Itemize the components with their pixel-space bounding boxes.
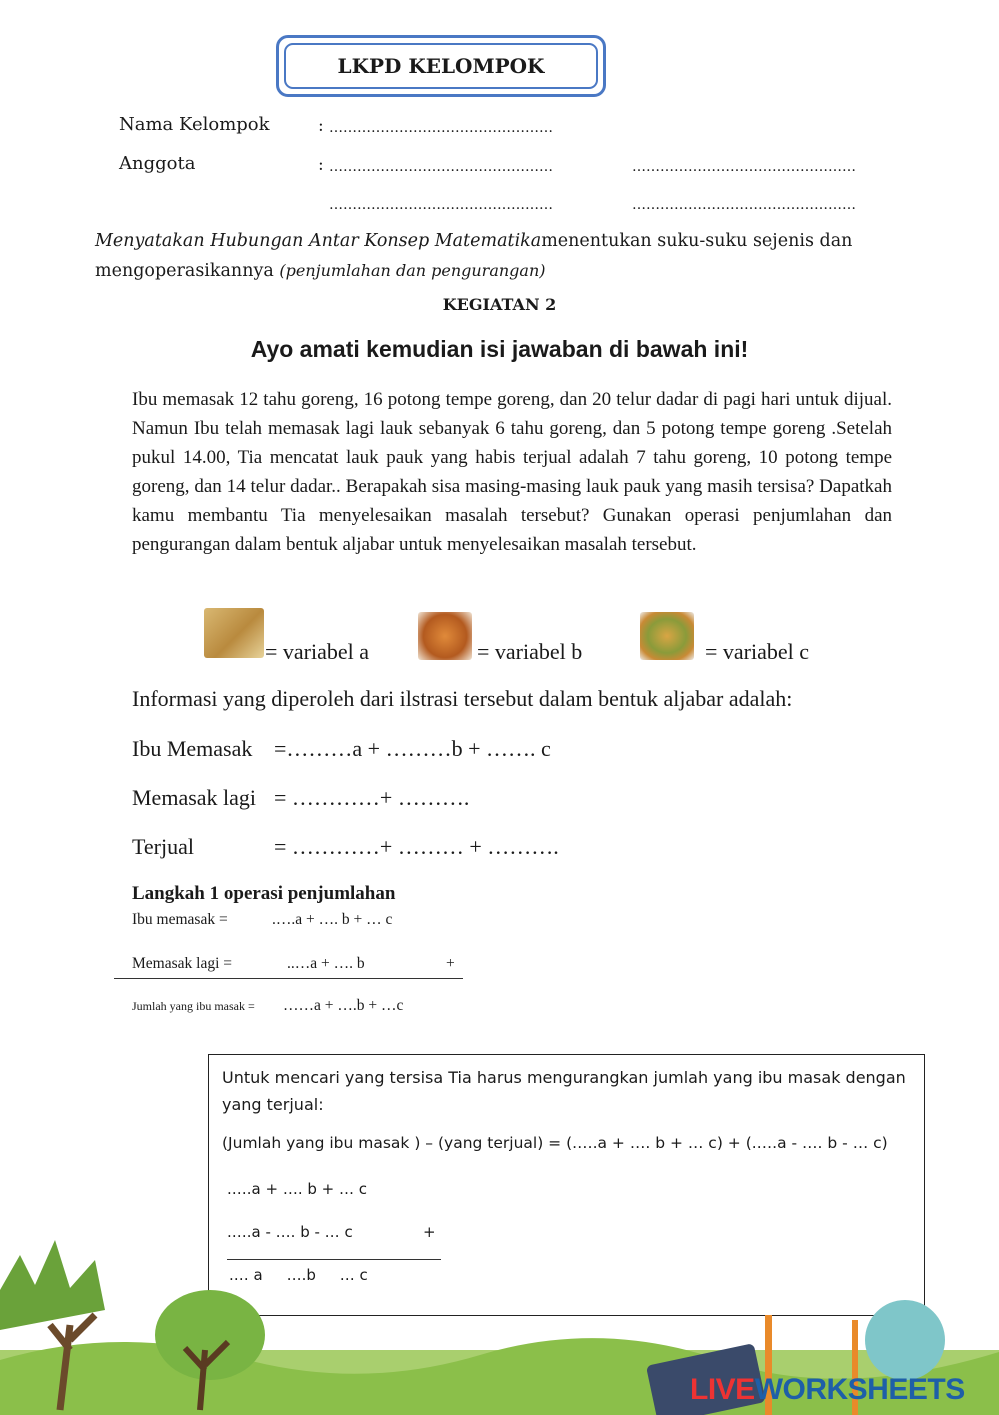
title-box xyxy=(276,35,606,97)
info-title: Informasi yang diperoleh dari ilstrasi tersebut dalam bentuk aljabar adalah: xyxy=(132,686,793,711)
step1-plus: + xyxy=(446,955,455,972)
globe-icon xyxy=(865,1300,945,1380)
step1-lagi-expr[interactable]: ..…a + …. b xyxy=(287,955,365,972)
info-lagi-label: Memasak lagi xyxy=(132,785,257,810)
member-field-1[interactable]: ………………………………………… xyxy=(329,159,553,175)
box-row-2[interactable]: .….a - …. b - … c xyxy=(227,1223,353,1241)
intro-normal: menentukan suku-suku sejenis dan mengoperasikannya xyxy=(95,231,853,281)
group-name-field[interactable]: ………………………………………… xyxy=(329,120,553,136)
telur-dadar-image xyxy=(640,612,694,660)
step1-title: Langkah 1 operasi penjumlahan xyxy=(132,883,396,904)
members-label: Anggota xyxy=(119,153,196,174)
variable-c-label: = variabel c xyxy=(705,639,810,664)
intro-text xyxy=(95,227,885,286)
info-lagi-expr[interactable]: = …………+ ………. xyxy=(274,785,470,810)
variable-b-label: = variabel b xyxy=(477,639,583,664)
step1-ibu-label: Ibu memasak = xyxy=(132,911,228,928)
members-colon: : xyxy=(318,155,324,175)
member-field-2[interactable]: ………………………………………… xyxy=(632,159,856,175)
group-name-colon: : xyxy=(318,116,324,136)
box-formula[interactable]: (Jumlah yang ibu masak ) – (yang terjual) = (.….a + …. b + … c) + (.….a - …. b - … c) xyxy=(222,1134,888,1152)
brand-suffix: WORKSHEETS xyxy=(754,1373,965,1406)
step1-lagi-label: Memasak lagi = xyxy=(132,955,232,972)
info-ibu-expr[interactable]: =………a + ………b + ……. c xyxy=(274,736,551,761)
page-title: LKPD KELOMPOK xyxy=(284,43,598,89)
step1-sum-line xyxy=(114,978,463,979)
member-field-4[interactable]: ………………………………………… xyxy=(632,197,856,213)
member-field-3[interactable]: ………………………………………… xyxy=(329,197,553,213)
story-paragraph: Ibu memasak 12 tahu goreng, 16 potong tempe goreng, dan 20 telur dadar di pagi hari untuk dijual. Namun Ibu telah memasak lagi lauk sebanyak 6 tahu goreng, dan 5 potong tempe goreng .Setelah pukul 14.00, Tia mencatat lauk pauk yang habis terjual adalah 7 tahu goreng, 10 potong tempe goreng, dan 14 telur dadar.. Berapakah sisa masing-masing lauk pauk yang masih tersisa? Dapatkah kamu membantu Tia menyelesaikan masalah tersebut? Gunakan operasi penjumlahan dan pengurangan dalam bentuk aljabar untuk menyelesaikan masalah tersebut. xyxy=(132,389,892,555)
info-jual-expr[interactable]: = …………+ ……… + ………. xyxy=(274,834,559,859)
box-result[interactable]: .… a ….b … c xyxy=(229,1266,368,1284)
brand-prefix: LIVE xyxy=(690,1373,755,1406)
info-jual-label: Terjual xyxy=(132,834,194,859)
brand-logo[interactable] xyxy=(690,1373,965,1407)
info-ibu-label: Ibu Memasak xyxy=(132,736,253,761)
step1-ibu-expr[interactable]: .….a + …. b + … c xyxy=(272,911,393,928)
intro-italic-tail: (penjumlahan dan pengurangan) xyxy=(279,261,546,280)
intro-italic: Menyatakan Hubungan Antar Konsep Matematika xyxy=(95,231,542,251)
box-row-1[interactable]: .….a + …. b + … c xyxy=(227,1180,368,1198)
box-plus: + xyxy=(423,1223,436,1241)
box-instruction: Untuk mencari yang tersisa Tia harus mengurangkan jumlah yang ibu masak dengan yang terjual: xyxy=(222,1068,906,1114)
step1-total-expr[interactable]: ……a + ….b + …c xyxy=(283,997,404,1014)
instruction-heading: Ayo amati kemudian isi jawaban di bawah ini! xyxy=(250,336,749,362)
variable-a-label: = variabel a xyxy=(265,639,370,664)
bush-center xyxy=(155,1290,265,1380)
group-name-label: Nama Kelompok xyxy=(119,114,270,135)
tahu-goreng-image xyxy=(204,608,264,658)
tempe-goreng-image xyxy=(418,612,472,660)
step1-total-label: Jumlah yang ibu masak = xyxy=(132,999,255,1013)
kegiatan-heading: KEGIATAN 2 xyxy=(442,295,557,314)
